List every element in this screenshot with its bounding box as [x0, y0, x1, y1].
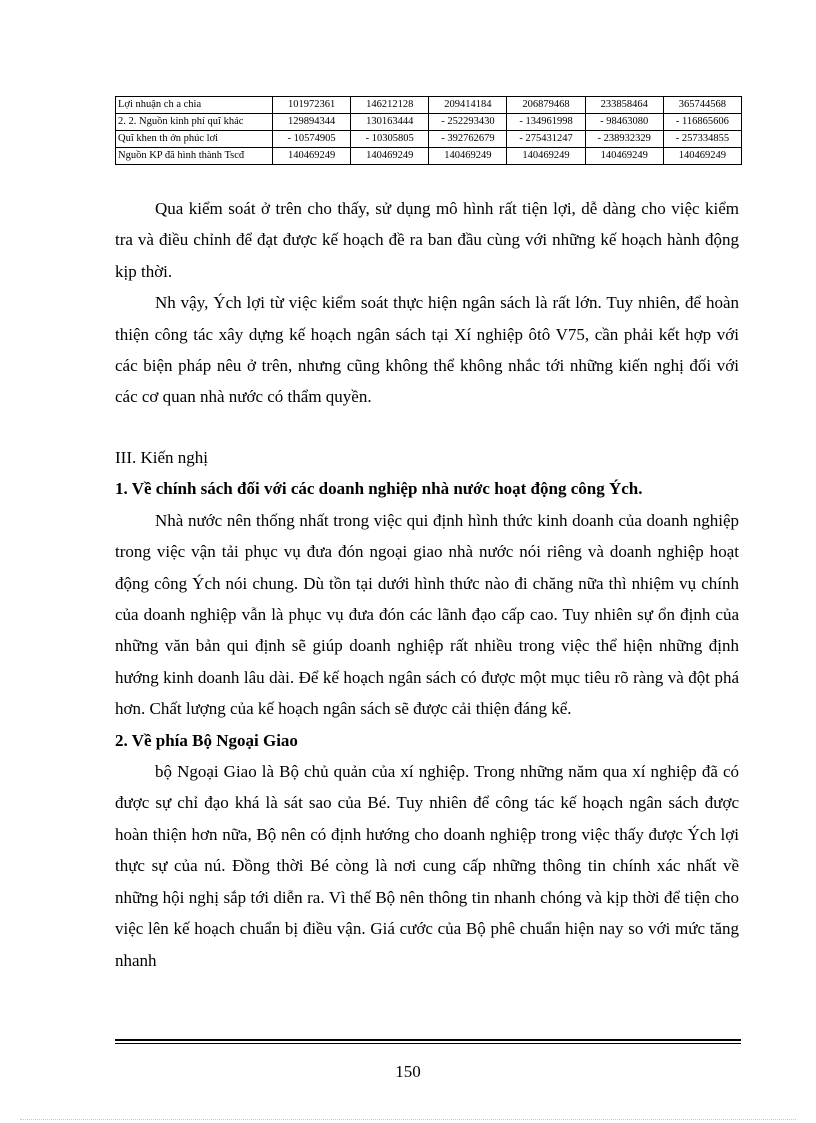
table-cell: 140469249 [273, 148, 351, 165]
table-row [116, 131, 742, 148]
table-cell: - 238932329 [585, 131, 663, 148]
table-cell: - 257334855 [663, 131, 741, 148]
table-cell: - 134961998 [507, 114, 585, 131]
table-cell: - 392762679 [429, 131, 507, 148]
table-cell: - 252293430 [429, 114, 507, 131]
body-text [115, 193, 739, 413]
page-edge-dots [20, 1119, 796, 1120]
row-label: Lợi nhuận ch a chia [116, 97, 273, 114]
paragraph: bộ Ngoại Giao là Bộ chủ quản của xí nghiệp. Trong những năm qua xí nghiệp đã có được sự chỉ đạo khá là sát sao của Bé. Tuy nhiên để công tác kế hoạch ngân sách được hoàn thiện hơn nữa, Bộ nên có định hướng cho doanh nghiệp trong việc thấy được Ých lợi thực sự của nú. Đồng thời Bé còng là nơi cung cấp những thông tin chính xác nhất về những hội nghị sắp tới diễn ra. Vì thế Bộ nên thông tin nhanh chóng và kịp thời để tiện cho việc lên kế hoạch chuẩn bị điều vận. Giá cước của Bộ phê chuẩn hiện nay so với mức tăng nhanh [115, 762, 739, 970]
table-row [116, 148, 742, 165]
table-cell: 140469249 [585, 148, 663, 165]
table-cell: - 10574905 [273, 131, 351, 148]
footer-rule [115, 1039, 741, 1041]
table-row [116, 97, 742, 114]
table-cell: 140469249 [429, 148, 507, 165]
table-cell: - 116865606 [663, 114, 741, 131]
table-cell: 140469249 [351, 148, 429, 165]
paragraph: Nhà nước nên thống nhất trong việc qui định hình thức kinh doanh của doanh nghiệp trong việc vận tải phục vụ đưa đón ngoại giao nhà nước nói riêng và doanh nghiệp hoạt động công Ých nói chung. Dù tồn tại dưới hình thức nào đi chăng nữa thì nhiệm vụ chính của doanh nghiệp vẫn là phục vụ đưa đón các lãnh đạo cấp cao. Tuy nhiên sự ổn định của những văn bản qui định sẽ giúp doanh nghiệp rất nhiều trong việc thể hiện những định hướng kinh doanh lâu dài. Để kế hoạch ngân sách có được một mục tiêu rõ ràng và đột phá hơn. Chất lượng của kế hoạch ngân sách sẽ được cải thiện đáng kể. [115, 510, 739, 719]
page-number: 150 [395, 1062, 421, 1081]
table-cell: 101972361 [273, 97, 351, 114]
footer-rule-thin [115, 1043, 741, 1044]
table-cell: 365744568 [663, 97, 741, 114]
subheading: 1. Về chính sách đối với các doanh nghiệp nhà nước hoạt động công Ých. [115, 479, 643, 499]
row-label: Quĩ khen th ởn phúc lơi [116, 131, 273, 148]
row-label: Nguồn KP đã hình thành Tscđ [116, 148, 273, 165]
subheading: 2. Về phía Bộ Ngoại Giao [115, 730, 298, 750]
table-cell: - 275431247 [507, 131, 585, 148]
paragraph: Nh vậy, Ých lợi từ việc kiểm soát thực hiện ngân sách là rất lớn. Tuy nhiên, để hoàn thiện công tác xây dựng kế hoạch ngân sách tại Xí nghiệp ôtô V75, cần phải kết hợp với các biện pháp nêu ở trên, nhưng cũng không thể không nhắc tới những kiến nghị đối với các cơ quan nhà nước có thẩm quyền. [115, 293, 739, 407]
paragraph: Qua kiểm soát ở trên cho thấy, sử dụng mô hình rất tiện lợi, dễ dàng cho việc kiểm tra và điều chỉnh để đạt được kế hoạch đề ra ban đầu cùng với những kế hoạch hành động kịp thời. [115, 199, 739, 281]
table-cell: 140469249 [507, 148, 585, 165]
table-cell: 140469249 [663, 148, 741, 165]
table-cell: 130163444 [351, 114, 429, 131]
table-cell: 146212128 [351, 97, 429, 114]
table-cell: 129894344 [273, 114, 351, 131]
table-cell: 209414184 [429, 97, 507, 114]
table-cell: - 10305805 [351, 131, 429, 148]
row-label: 2. 2. Nguồn kinh phí quĩ khác [116, 114, 273, 131]
table-row [116, 114, 742, 131]
section-heading: III. Kiến nghị [115, 448, 209, 467]
table-cell: - 98463080 [585, 114, 663, 131]
table-cell: 233858464 [585, 97, 663, 114]
financial-table [115, 96, 742, 165]
table-cell: 206879468 [507, 97, 585, 114]
recommendations-section [115, 442, 739, 976]
